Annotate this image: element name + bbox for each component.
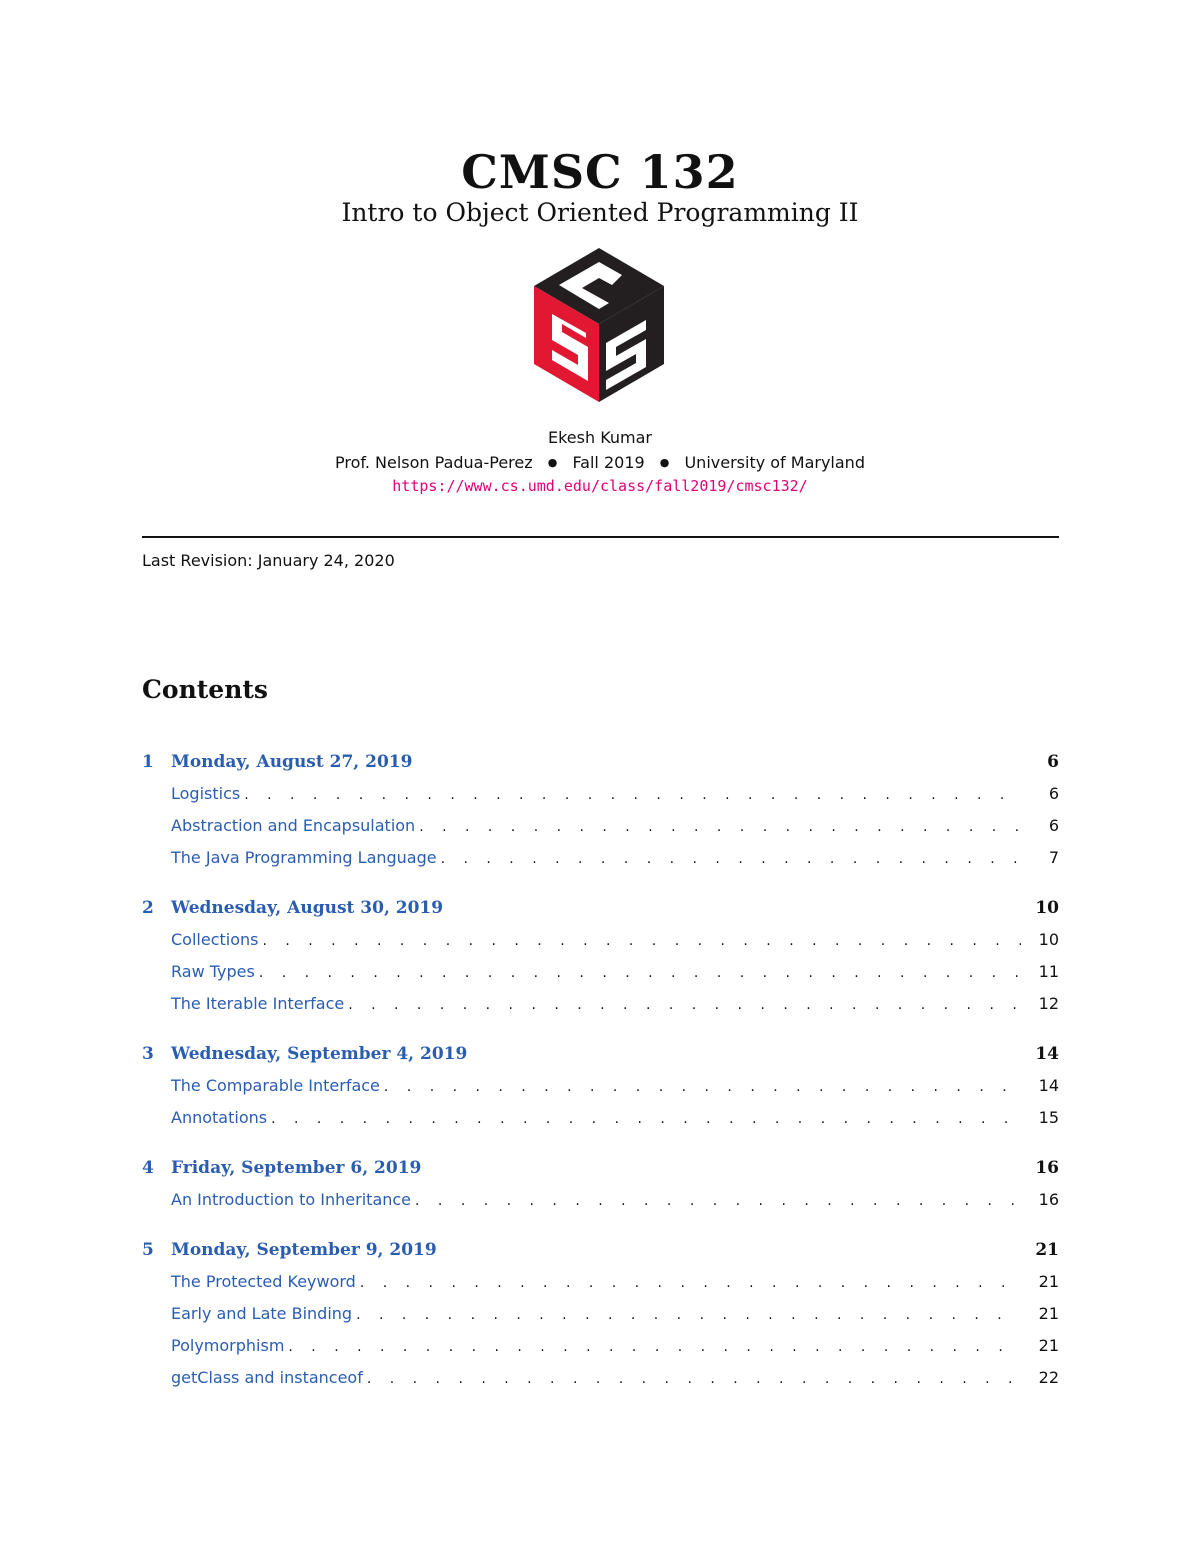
toc-entry-row[interactable] [142, 962, 1059, 994]
toc-chapter-row[interactable] [142, 898, 1059, 930]
toc-chapter-row[interactable] [142, 1158, 1059, 1190]
toc-section [142, 898, 1059, 1026]
course-url-link[interactable]: https://www.cs.umd.edu/class/fall2019/cmsc132/ [392, 477, 808, 495]
bullet-separator: ● [659, 456, 670, 469]
dot-leader [288, 1339, 1021, 1355]
entry-title-link[interactable]: Logistics [171, 784, 241, 803]
toc-section [142, 1158, 1059, 1222]
toc-entry-row[interactable] [142, 1076, 1059, 1108]
professor-name: Prof. Nelson Padua-Perez [335, 453, 533, 472]
dot-leader [356, 1307, 1021, 1323]
chapter-title-link[interactable]: Wednesday, August 30, 2019 [171, 898, 444, 918]
chapter-page-number: 21 [1035, 1240, 1059, 1260]
entry-page-number: 21 [1038, 1304, 1059, 1323]
entry-page-number: 21 [1038, 1272, 1059, 1291]
toc-entry-row[interactable] [142, 816, 1059, 848]
chapter-title-link[interactable]: Monday, August 27, 2019 [171, 752, 413, 772]
toc-section [142, 752, 1059, 880]
bullet-separator: ● [547, 456, 558, 469]
toc-section [142, 1240, 1059, 1400]
cs-cube-logo-icon [534, 248, 664, 402]
dot-leader [415, 1193, 1021, 1209]
toc-entry-row[interactable] [142, 1304, 1059, 1336]
entry-page-number: 10 [1038, 930, 1059, 949]
entry-page-number: 6 [1048, 784, 1059, 803]
entry-title-link[interactable]: Polymorphism [171, 1336, 285, 1355]
toc-chapter-row[interactable] [142, 1044, 1059, 1076]
chapter-number[interactable]: 1 [142, 752, 154, 772]
dot-leader [441, 851, 1021, 867]
entry-page-number: 15 [1038, 1108, 1059, 1127]
chapter-page-number: 10 [1035, 898, 1059, 918]
dot-leader [348, 997, 1021, 1013]
course-meta-line [0, 453, 1200, 472]
chapter-title-link[interactable]: Friday, September 6, 2019 [171, 1158, 422, 1178]
dot-leader [367, 1371, 1021, 1387]
entry-page-number: 6 [1048, 816, 1059, 835]
entry-title-link[interactable]: The Java Programming Language [171, 848, 437, 867]
chapter-page-number: 14 [1035, 1044, 1059, 1064]
entry-title-link[interactable]: Annotations [171, 1108, 268, 1127]
contents-heading: Contents [142, 675, 269, 704]
entry-title-link[interactable]: The Protected Keyword [171, 1272, 356, 1291]
entry-title-link[interactable]: An Introduction to Inheritance [171, 1190, 412, 1209]
toc-entry-row[interactable] [142, 1336, 1059, 1368]
toc-entry-row[interactable] [142, 784, 1059, 816]
dot-leader [384, 1079, 1021, 1095]
entry-title-link[interactable]: Early and Late Binding [171, 1304, 353, 1323]
document-title: CMSC 132 [461, 145, 739, 199]
toc-chapter-row[interactable] [142, 1240, 1059, 1272]
dot-leader [271, 1111, 1021, 1127]
entry-title-link[interactable]: Abstraction and Encapsulation [171, 816, 416, 835]
entry-page-number: 21 [1038, 1336, 1059, 1355]
entry-title-link[interactable]: The Iterable Interface [171, 994, 345, 1013]
chapter-page-number: 16 [1035, 1158, 1059, 1178]
horizontal-rule [142, 536, 1059, 538]
chapter-number[interactable]: 3 [142, 1044, 154, 1064]
chapter-number[interactable]: 5 [142, 1240, 154, 1260]
toc-entry-row[interactable] [142, 1368, 1059, 1400]
entry-page-number: 16 [1038, 1190, 1059, 1209]
toc-entry-row[interactable] [142, 848, 1059, 880]
dot-leader [259, 965, 1021, 981]
dot-leader [360, 1275, 1021, 1291]
entry-page-number: 11 [1038, 962, 1059, 981]
dot-leader [262, 933, 1021, 949]
entry-title-link[interactable]: Raw Types [171, 962, 255, 981]
chapter-number[interactable]: 4 [142, 1158, 154, 1178]
entry-title-link[interactable]: The Comparable Interface [171, 1076, 380, 1095]
toc-entry-row[interactable] [142, 1272, 1059, 1304]
last-revision: Last Revision: January 24, 2020 [142, 551, 395, 570]
author-name: Ekesh Kumar [547, 428, 652, 447]
chapter-page-number: 6 [1047, 752, 1059, 772]
toc-section [142, 1044, 1059, 1140]
entry-title-link[interactable]: Collections [171, 930, 259, 949]
chapter-number[interactable]: 2 [142, 898, 154, 918]
chapter-title-link[interactable]: Monday, September 9, 2019 [171, 1240, 437, 1260]
dot-leader [419, 819, 1021, 835]
entry-page-number: 7 [1048, 848, 1059, 867]
entry-page-number: 22 [1038, 1368, 1059, 1387]
table-of-contents [142, 752, 1059, 1418]
toc-chapter-row[interactable] [142, 752, 1059, 784]
university-name: University of Maryland [684, 453, 865, 472]
toc-entry-row[interactable] [142, 994, 1059, 1026]
toc-entry-row[interactable] [142, 1190, 1059, 1222]
entry-title-link[interactable]: getClass and instanceof [171, 1368, 363, 1387]
chapter-title-link[interactable]: Wednesday, September 4, 2019 [171, 1044, 468, 1064]
entry-page-number: 14 [1038, 1076, 1059, 1095]
document-subtitle: Intro to Object Oriented Programming II [341, 198, 859, 227]
dot-leader [244, 787, 1021, 803]
entry-page-number: 12 [1038, 994, 1059, 1013]
toc-entry-row[interactable] [142, 930, 1059, 962]
toc-entry-row[interactable] [142, 1108, 1059, 1140]
term: Fall 2019 [572, 453, 645, 472]
